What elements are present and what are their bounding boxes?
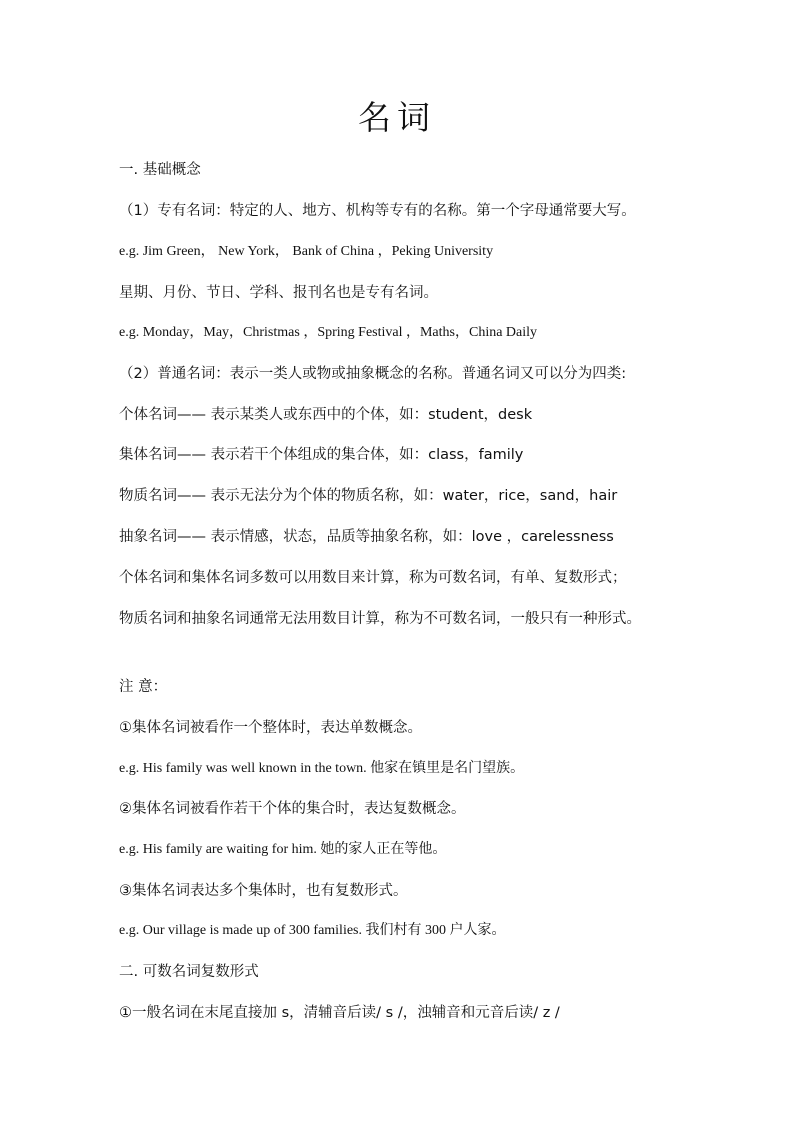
section-heading-basic-concepts: 一. 基础概念 bbox=[119, 162, 201, 178]
uncountable-noun-summary: 物质名词和抽象名词通常无法用数目计算，称为不可数名词，一般只有一种形式。 bbox=[119, 611, 641, 627]
document-title: 名词 bbox=[358, 98, 436, 137]
proper-noun-definition: （1）专有名词：特定的人、地方、机构等专有的名称。第一个字母通常要大写。 bbox=[119, 203, 636, 219]
proper-noun-examples: e.g. Jim Green， New York， Bank of China ，Peking University bbox=[119, 244, 494, 259]
individual-noun-line: 个体名词—— 表示某类人或东西中的个体，如：student，desk bbox=[119, 407, 533, 423]
note-2-example: e.g. His family are waiting for him. 她的家人正在等他。 bbox=[119, 842, 447, 857]
note-1-example: e.g. His family was well known in the town. 他家在镇里是名门望族。 bbox=[119, 761, 525, 776]
section-heading-plural-forms: 二. 可数名词复数形式 bbox=[119, 964, 259, 980]
note-3-example: e.g. Our village is made up of 300 families. 我们村有 300 户人家。 bbox=[119, 923, 506, 938]
collective-noun-line: 集体名词—— 表示若干个体组成的集合体，如：class，family bbox=[119, 447, 524, 463]
note-1: ①集体名词被看作一个整体时，表达单数概念。 bbox=[119, 720, 422, 736]
material-noun-line: 物质名词—— 表示无法分为个体的物质名称，如：water，rice，sand，hair bbox=[119, 488, 618, 504]
proper-noun-note: 星期、月份、节日、学科、报刊名也是专有名词。 bbox=[119, 285, 438, 301]
plural-rule-1: ①一般名词在末尾直接加 s，清辅音后读/ s /，浊辅音和元音后读/ z / bbox=[119, 1005, 560, 1021]
common-noun-definition: （2）普通名词：表示一类人或物或抽象概念的名称。普通名词又可以分为四类: bbox=[119, 366, 627, 382]
abstract-noun-line: 抽象名词—— 表示情感，状态，品质等抽象名称，如：love ，carelessness bbox=[119, 529, 614, 545]
notes-heading: 注 意： bbox=[119, 679, 168, 695]
note-2: ②集体名词被看作若干个体的集合时，表达复数概念。 bbox=[119, 801, 466, 817]
note-3: ③集体名词表达多个集体时，也有复数形式。 bbox=[119, 883, 408, 899]
countable-noun-summary: 个体名词和集体名词多数可以用数目来计算，称为可数名词，有单、复数形式； bbox=[119, 570, 627, 586]
proper-noun-examples-2: e.g. Monday，May，Christmas ，Spring Festival ，Maths，China Daily bbox=[119, 325, 538, 340]
